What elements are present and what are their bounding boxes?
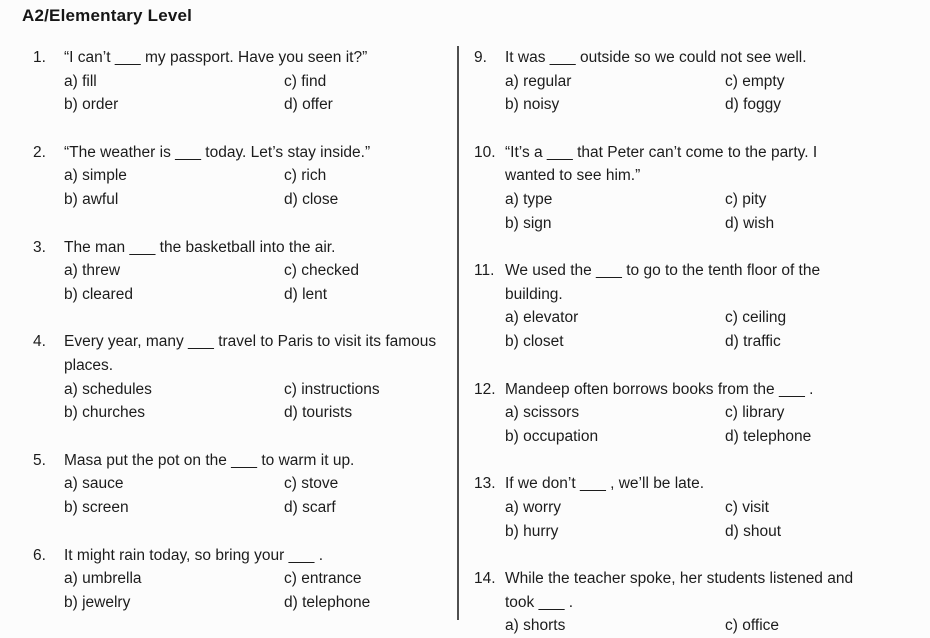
option-label: regular bbox=[523, 72, 572, 90]
option-b bbox=[64, 591, 284, 615]
option-key: b) bbox=[505, 427, 519, 445]
question-item bbox=[474, 472, 870, 543]
option-d bbox=[284, 283, 437, 307]
option-label: telephone bbox=[302, 593, 371, 611]
option-key: a) bbox=[64, 262, 78, 280]
option-label: awful bbox=[82, 190, 119, 208]
option-b bbox=[64, 401, 284, 425]
option-label: ceiling bbox=[742, 309, 787, 327]
question-text: If we don’t ___ , we’ll be late. bbox=[505, 475, 705, 493]
option-label: traffic bbox=[743, 332, 781, 350]
question-item bbox=[33, 46, 437, 117]
options-grid bbox=[474, 614, 870, 638]
option-b bbox=[505, 330, 725, 354]
question-item bbox=[33, 141, 437, 212]
option-key: c) bbox=[725, 498, 738, 516]
option-key: a) bbox=[64, 475, 78, 493]
question-number: 6. bbox=[33, 546, 46, 564]
option-key: d) bbox=[284, 96, 298, 114]
option-label: hurry bbox=[523, 522, 559, 540]
option-key: c) bbox=[284, 570, 297, 588]
option-c bbox=[284, 259, 437, 283]
option-key: c) bbox=[284, 262, 297, 280]
option-label: empty bbox=[742, 72, 785, 90]
option-key: b) bbox=[64, 96, 78, 114]
option-key: b) bbox=[505, 522, 519, 540]
question-line bbox=[33, 141, 437, 165]
question-item bbox=[474, 567, 870, 638]
option-label: cleared bbox=[82, 285, 133, 303]
question-text: Masa put the pot on the ___ to warm it up. bbox=[64, 451, 355, 469]
option-label: occupation bbox=[523, 427, 599, 445]
options-grid bbox=[33, 70, 437, 117]
option-label: worry bbox=[523, 498, 561, 516]
options-grid bbox=[33, 259, 437, 306]
option-key: a) bbox=[64, 167, 78, 185]
option-key: b) bbox=[64, 593, 78, 611]
question-item bbox=[33, 236, 437, 307]
option-label: schedules bbox=[82, 380, 152, 398]
option-a bbox=[64, 472, 284, 496]
question-line bbox=[474, 259, 870, 306]
options-grid bbox=[474, 401, 870, 448]
option-label: wish bbox=[743, 214, 775, 232]
option-a bbox=[64, 70, 284, 94]
option-key: a) bbox=[505, 498, 519, 516]
question-text: “The weather is ___ today. Let’s stay inside.” bbox=[64, 143, 371, 161]
question-text: It was ___ outside so we could not see well. bbox=[505, 49, 807, 66]
option-label: screen bbox=[82, 498, 129, 516]
option-label: office bbox=[742, 617, 780, 635]
question-line bbox=[33, 544, 437, 568]
option-b bbox=[505, 425, 725, 449]
option-label: simple bbox=[82, 167, 127, 185]
option-label: noisy bbox=[523, 96, 560, 114]
option-c bbox=[284, 378, 437, 402]
option-a bbox=[505, 306, 725, 330]
question-text: “I can’t ___ my passport. Have you seen it?” bbox=[64, 49, 368, 66]
question-line bbox=[33, 449, 437, 473]
option-key: c) bbox=[725, 617, 738, 635]
option-key: d) bbox=[284, 593, 298, 611]
option-key: b) bbox=[64, 404, 78, 422]
option-a bbox=[64, 164, 284, 188]
question-number: 14. bbox=[474, 570, 496, 588]
option-label: find bbox=[301, 72, 327, 90]
option-label: visit bbox=[742, 498, 769, 516]
question-item bbox=[474, 259, 870, 353]
question-text: The man ___ the basketball into the air. bbox=[64, 238, 336, 256]
option-key: d) bbox=[725, 427, 739, 445]
option-key: a) bbox=[64, 570, 78, 588]
option-c bbox=[725, 188, 870, 212]
option-c bbox=[725, 70, 870, 94]
option-key: c) bbox=[284, 167, 297, 185]
option-key: c) bbox=[284, 475, 297, 493]
option-label: instructions bbox=[301, 380, 380, 398]
option-a bbox=[505, 496, 725, 520]
question-text: “It’s a ___ that Peter can’t come to the party. I wanted to see him.” bbox=[505, 143, 818, 185]
option-label: umbrella bbox=[82, 570, 142, 588]
question-line bbox=[474, 141, 870, 188]
option-c bbox=[284, 70, 437, 94]
option-label: foggy bbox=[743, 96, 782, 114]
option-key: d) bbox=[284, 190, 298, 208]
question-line bbox=[474, 46, 870, 70]
option-c bbox=[284, 567, 437, 591]
options-grid bbox=[474, 188, 870, 235]
option-label: shout bbox=[743, 522, 782, 540]
option-key: a) bbox=[505, 309, 519, 327]
option-key: a) bbox=[505, 404, 519, 422]
option-label: churches bbox=[82, 404, 146, 422]
option-label: stove bbox=[301, 475, 339, 493]
option-label: library bbox=[742, 404, 785, 422]
option-b bbox=[505, 520, 725, 544]
question-number: 10. bbox=[474, 143, 496, 161]
option-label: fill bbox=[82, 72, 97, 90]
question-text: It might rain today, so bring your ___ . bbox=[64, 546, 324, 564]
question-item bbox=[474, 46, 870, 117]
option-d bbox=[284, 591, 437, 615]
option-d bbox=[284, 496, 437, 520]
option-key: d) bbox=[725, 332, 739, 350]
option-b bbox=[505, 93, 725, 117]
option-d bbox=[725, 330, 870, 354]
option-label: tourists bbox=[302, 404, 353, 422]
option-key: b) bbox=[505, 214, 519, 232]
options-grid bbox=[33, 567, 437, 614]
option-label: scarf bbox=[302, 498, 336, 516]
question-line bbox=[474, 378, 870, 402]
question-line bbox=[474, 472, 870, 496]
quiz-column-left bbox=[0, 46, 457, 620]
option-d bbox=[725, 212, 870, 236]
option-c bbox=[284, 164, 437, 188]
option-label: close bbox=[302, 190, 339, 208]
page-title: A2/Elementary Level bbox=[22, 6, 193, 25]
option-key: a) bbox=[505, 72, 519, 90]
question-item bbox=[33, 544, 437, 615]
question-line bbox=[33, 46, 437, 70]
option-label: entrance bbox=[301, 570, 362, 588]
option-key: d) bbox=[725, 522, 739, 540]
option-label: telephone bbox=[743, 427, 812, 445]
options-grid bbox=[33, 378, 437, 425]
question-number: 3. bbox=[33, 238, 46, 256]
question-line bbox=[33, 330, 437, 377]
option-d bbox=[725, 520, 870, 544]
quiz-column-right bbox=[459, 46, 930, 635]
option-key: b) bbox=[64, 190, 78, 208]
option-key: a) bbox=[64, 380, 78, 398]
option-key: c) bbox=[725, 190, 738, 208]
option-b bbox=[64, 93, 284, 117]
option-key: a) bbox=[505, 190, 519, 208]
option-key: c) bbox=[284, 72, 297, 90]
option-label: pity bbox=[742, 190, 767, 208]
question-item bbox=[33, 330, 437, 424]
question-number: 13. bbox=[474, 475, 496, 493]
option-c bbox=[725, 401, 870, 425]
option-d bbox=[725, 425, 870, 449]
option-label: scissors bbox=[523, 404, 580, 422]
question-number: 2. bbox=[33, 143, 46, 161]
option-key: b) bbox=[505, 332, 519, 350]
option-label: jewelry bbox=[82, 593, 131, 611]
option-a bbox=[505, 401, 725, 425]
question-text: While the teacher spoke, her students listened and took ___ . bbox=[505, 570, 854, 611]
option-c bbox=[284, 472, 437, 496]
question-text: Mandeep often borrows books from the ___ . bbox=[505, 380, 814, 398]
option-label: offer bbox=[302, 96, 333, 114]
option-a bbox=[505, 70, 725, 94]
quiz-columns bbox=[0, 46, 930, 635]
option-b bbox=[64, 283, 284, 307]
question-item bbox=[474, 141, 870, 235]
option-label: lent bbox=[302, 285, 328, 303]
option-a bbox=[64, 567, 284, 591]
question-item bbox=[33, 449, 437, 520]
option-key: c) bbox=[725, 404, 738, 422]
option-label: sauce bbox=[82, 475, 124, 493]
option-a bbox=[64, 378, 284, 402]
option-key: c) bbox=[284, 380, 297, 398]
option-label: checked bbox=[301, 262, 359, 280]
options-grid bbox=[33, 472, 437, 519]
option-d bbox=[284, 93, 437, 117]
option-key: d) bbox=[284, 404, 298, 422]
question-text: Every year, many ___ travel to Paris to visit its famous places. bbox=[64, 333, 437, 374]
question-text: We used the ___ to go to the tenth floor of the building. bbox=[505, 262, 821, 303]
question-number: 12. bbox=[474, 380, 496, 398]
options-grid bbox=[474, 496, 870, 543]
option-label: threw bbox=[82, 262, 121, 280]
option-key: d) bbox=[725, 96, 739, 114]
option-label: order bbox=[82, 96, 119, 114]
option-key: b) bbox=[64, 285, 78, 303]
question-number: 1. bbox=[33, 49, 46, 66]
option-label: elevator bbox=[523, 309, 579, 327]
option-c bbox=[725, 306, 870, 330]
options-grid bbox=[33, 164, 437, 211]
option-label: closet bbox=[523, 332, 564, 350]
option-d bbox=[284, 188, 437, 212]
question-line bbox=[33, 236, 437, 260]
question-number: 9. bbox=[474, 49, 487, 66]
option-a bbox=[505, 614, 725, 638]
question-line bbox=[474, 567, 870, 614]
option-a bbox=[64, 259, 284, 283]
option-key: d) bbox=[284, 285, 298, 303]
option-a bbox=[505, 188, 725, 212]
option-key: b) bbox=[64, 498, 78, 516]
options-grid bbox=[474, 306, 870, 353]
question-number: 4. bbox=[33, 333, 46, 351]
option-key: a) bbox=[505, 617, 519, 635]
option-label: type bbox=[523, 190, 553, 208]
option-d bbox=[725, 93, 870, 117]
option-d bbox=[284, 401, 437, 425]
option-key: b) bbox=[505, 96, 519, 114]
option-c bbox=[725, 496, 870, 520]
option-b bbox=[64, 188, 284, 212]
option-b bbox=[505, 212, 725, 236]
question-number: 11. bbox=[474, 262, 495, 280]
option-c bbox=[725, 614, 870, 638]
option-key: d) bbox=[725, 214, 739, 232]
question-number: 5. bbox=[33, 451, 46, 469]
option-b bbox=[64, 496, 284, 520]
option-key: d) bbox=[284, 498, 298, 516]
options-grid bbox=[474, 70, 870, 117]
option-key: a) bbox=[64, 72, 78, 90]
option-label: sign bbox=[523, 214, 552, 232]
option-label: shorts bbox=[523, 617, 566, 635]
question-item bbox=[474, 378, 870, 449]
option-key: c) bbox=[725, 309, 738, 327]
option-label: rich bbox=[301, 167, 327, 185]
option-key: c) bbox=[725, 72, 738, 90]
